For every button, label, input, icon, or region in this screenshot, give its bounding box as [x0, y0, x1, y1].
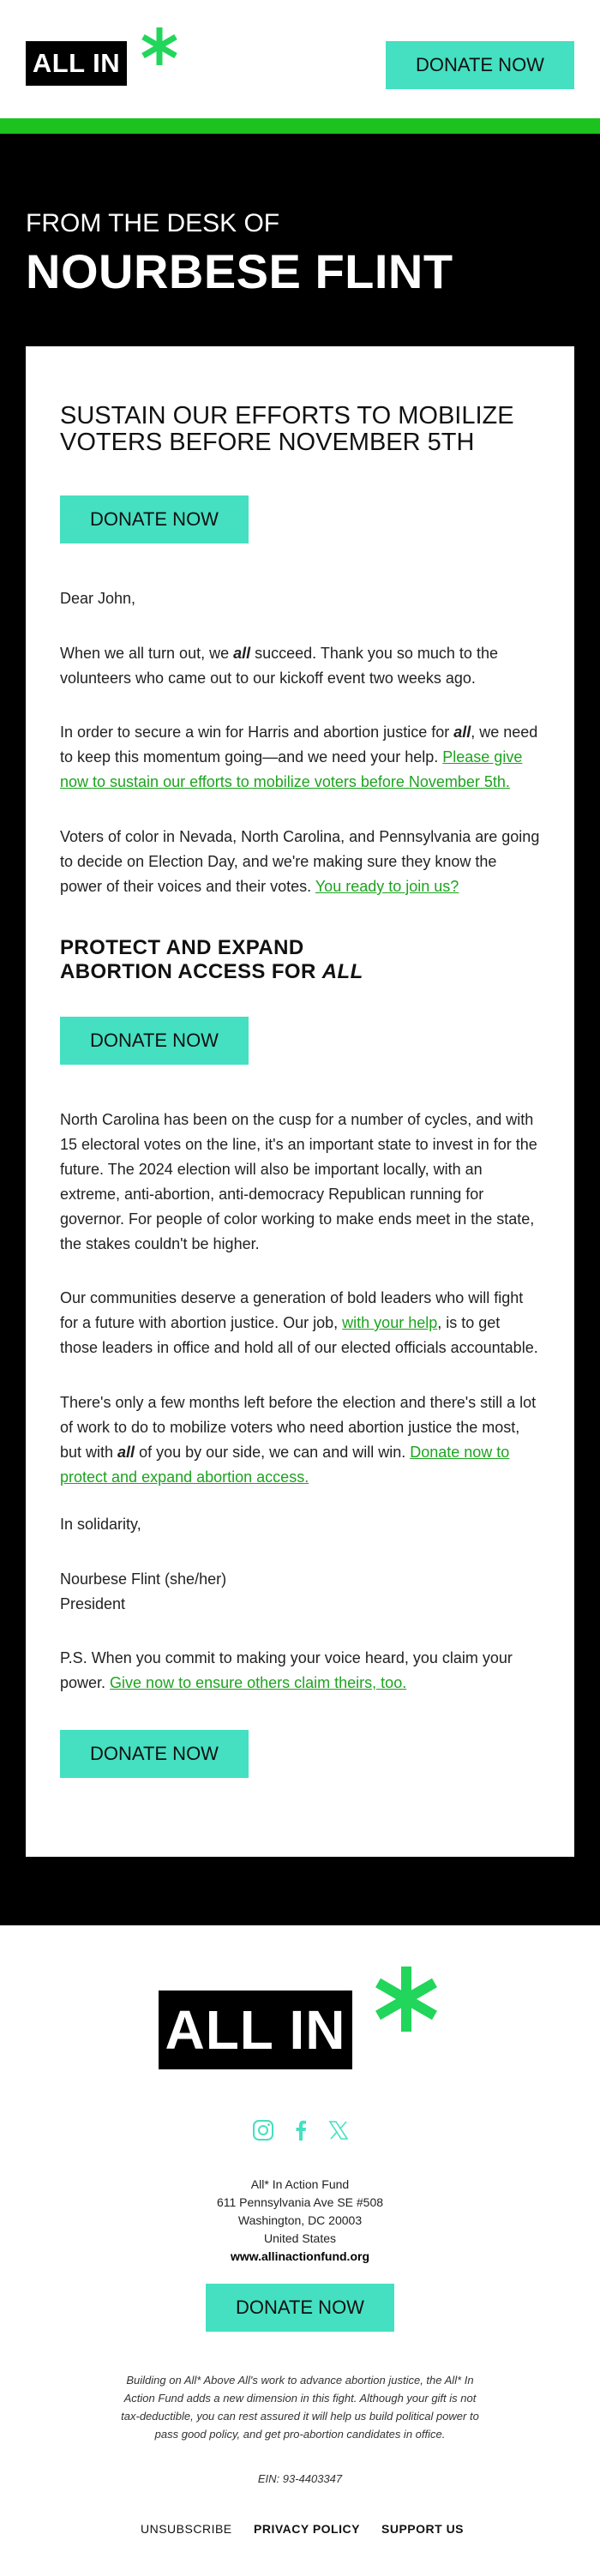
org-name: All* In Action Fund	[250, 2177, 350, 2191]
paragraph-3: Voters of color in Nevada, North Carolina, and Pennsylvania are going to decide on Election Day, and we're making sure they know the power of their voices and their votes. You ready to join us?	[60, 828, 540, 895]
privacy-policy-link[interactable]: PRIVACY POLICY	[254, 2522, 360, 2536]
protect-access-link[interactable]: Donate now to protect and expand abortion access.	[60, 1444, 510, 1486]
letter-headline: SUSTAIN OUR EFFORTS TO MOBILIZE VOTERS BEFORE NOVEMBER 5TH	[60, 402, 514, 456]
asterisk-icon	[139, 26, 180, 67]
paragraph-4: North Carolina has been on the cusp for a number of cycles, and with 15 electoral votes on the line, it's an important state to invest in for the future. The 2024 election will also be important locally, with an extreme, anti-abortion, anti-democracy Republican running for governor. For people of color working to make ends meet in the state, the stakes couldn't be higher.	[60, 1111, 537, 1252]
unsubscribe-link[interactable]: UNSUBSCRIBE	[141, 2522, 232, 2536]
claim-theirs-link[interactable]: Give now to ensure others claim theirs, too.	[110, 1674, 407, 1691]
paragraph-6: There's only a few months left before the election and there's still a lot of work to do to mobilize voters who need abortion justice the most, but with all of you by our side, we can and will win. Donate now to protect and expand abortion access.	[60, 1394, 537, 1486]
paragraph-5: Our communities deserve a generation of bold leaders who will fight for a future with abortion justice. Our job, with your help, is to get those leaders in office and hold all of our elected officials accountable.	[60, 1289, 538, 1356]
footer-donate-button[interactable]: DONATE NOW	[206, 2284, 394, 2332]
ein-number: EIN: 93-4403347	[257, 2472, 343, 2485]
join-us-link[interactable]: You ready to join us?	[315, 878, 459, 895]
author-name: NOURBESE FLINT	[26, 244, 453, 298]
country: United States	[263, 2231, 337, 2245]
paragraph-2: In order to secure a win for Harris and abortion justice for all, we need to keep this momentum going—and we need your help. Please give now to sustain our efforts to mobilize voters before November 5th.	[60, 724, 538, 790]
signature-name: Nourbese Flint (she/her)	[60, 1570, 227, 1588]
greeting: Dear John,	[60, 590, 136, 607]
letter-section	[0, 134, 600, 1925]
donate-button-2[interactable]: DONATE NOW	[60, 1017, 249, 1065]
donate-button-3[interactable]: DONATE NOW	[60, 1730, 249, 1778]
facebook-icon[interactable]	[290, 2119, 312, 2141]
from-desk-eyebrow: FROM THE DESK OF	[26, 209, 280, 237]
instagram-icon[interactable]	[252, 2119, 274, 2141]
email-header	[0, 0, 600, 118]
x-icon[interactable]	[327, 2119, 350, 2141]
give-now-link[interactable]: Please give now to sustain our efforts to mobilize voters before November 5th.	[60, 748, 523, 790]
city-address: Washington, DC 20003	[237, 2213, 363, 2227]
footer-all-in-logo[interactable]: ALL IN	[159, 1991, 352, 2069]
signature	[60, 1567, 540, 1617]
closing: In solidarity,	[60, 1516, 141, 1533]
asterisk-icon	[370, 1963, 442, 2035]
with-your-help-link[interactable]: with your help	[342, 1314, 438, 1331]
section-subheading: PROTECT AND EXPAND ABORTION ACCESS FOR ALL	[60, 936, 363, 983]
postscript: P.S. When you commit to making your voice heard, you claim your power. Give now to ensure others claim theirs, too.	[60, 1649, 513, 1691]
all-in-logo[interactable]: ALL IN	[26, 41, 127, 86]
header-donate-button[interactable]: DONATE NOW	[386, 41, 574, 89]
donate-button-1[interactable]: DONATE NOW	[60, 495, 249, 543]
tax-disclaimer: Building on All* Above All's work to advance abortion justice, the All* In Action Fund adds a new dimension in this fight. Although your gift is not tax-deductible, you can rest assured it will help us build political power to pass good policy, and get pro-abortion candidates in office.	[121, 2374, 479, 2441]
signature-title: President	[60, 1595, 126, 1612]
email-footer	[0, 1925, 600, 2576]
support-us-link[interactable]: SUPPORT US	[381, 2522, 465, 2536]
paragraph-1: When we all turn out, we all succeed. Thank you so much to the volunteers who came out to our kickoff event two weeks ago.	[60, 645, 498, 687]
website-link[interactable]: www.allinactionfund.org	[230, 2249, 370, 2263]
letter-card	[26, 346, 574, 1857]
street-address: 611 Pennsylvania Ave SE #508	[216, 2195, 384, 2209]
green-divider	[0, 118, 600, 134]
